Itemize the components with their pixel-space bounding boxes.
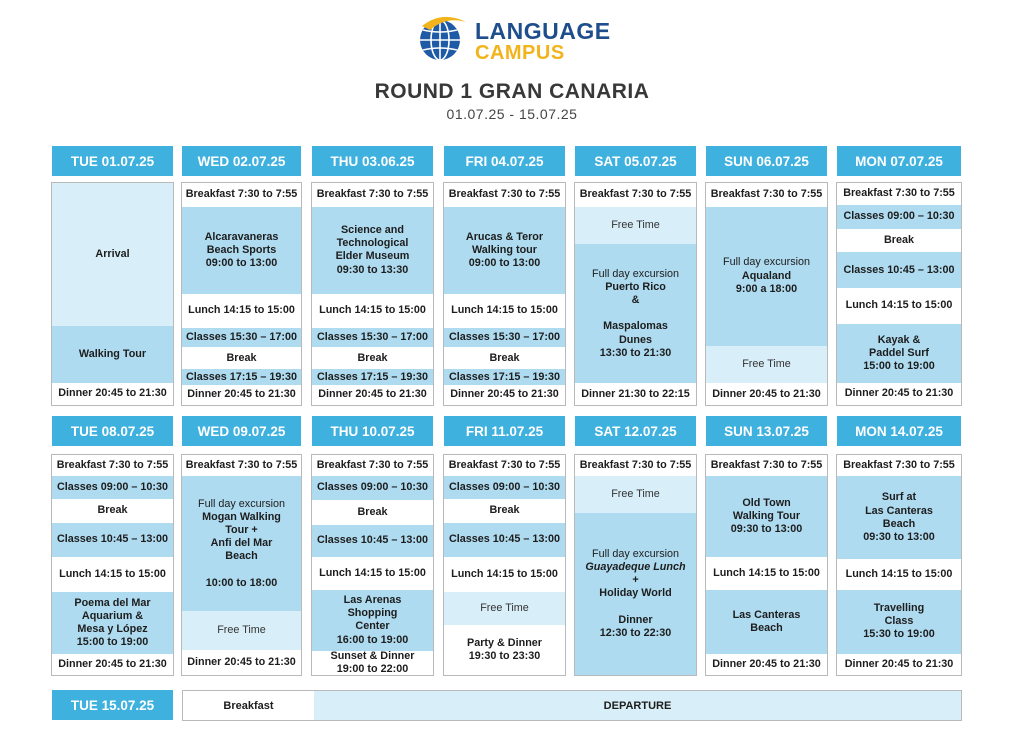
schedule-cell (837, 229, 961, 253)
day-header: MON 14.07.25 (837, 416, 961, 446)
schedule-cell (706, 557, 827, 590)
cell-text: Dinner 20:45 to 21:30 (844, 657, 954, 670)
cell-text: Dinner 20:45 to 21:30 (450, 388, 559, 401)
cell-text: Class (884, 615, 914, 628)
cell-text: Dinner 20:45 to 21:30 (318, 388, 427, 401)
schedule-cell (52, 183, 173, 326)
cell-text: Classes 17:15 – 19:30 (448, 370, 561, 383)
day-header: FRI 04.07.25 (444, 146, 565, 176)
cell-text: Lunch 14:15 to 15:00 (319, 304, 426, 317)
cell-text: Lunch 14:15 to 15:00 (59, 568, 166, 581)
globe-icon (416, 12, 468, 64)
cell-text: 09:30 to 13:00 (730, 523, 803, 536)
day-column (574, 182, 697, 406)
schedule-cell (312, 500, 433, 524)
cell-text: Holiday World (599, 587, 672, 600)
cell-text: Dinner 20:45 to 21:30 (58, 657, 167, 670)
cell-text: 19:00 to 22:00 (336, 662, 409, 675)
cell-text: Classes 10:45 – 13:00 (448, 533, 561, 546)
cell-text: Walking tour (472, 243, 537, 256)
schedule-cell (706, 455, 827, 476)
cell-text: Dinner 21:30 to 22:15 (581, 387, 690, 400)
day-column (574, 454, 697, 676)
cell-text: Free Time (742, 357, 791, 370)
cell-text: 15:30 to 19:00 (863, 628, 935, 641)
cell-text: Las Arenas (343, 594, 402, 607)
schedule-cell (706, 590, 827, 654)
cell-text: Aquarium & (81, 609, 144, 622)
schedule-cell (312, 455, 433, 476)
day-column (311, 454, 434, 676)
schedule-cell (444, 499, 565, 522)
cell-text: Breakfast 7:30 to 7:55 (56, 459, 169, 472)
cell-text: Classes 10:45 – 13:00 (56, 533, 169, 546)
cell-text: 9:00 a 18:00 (735, 282, 798, 295)
cell-text: Breakfast 7:30 to 7:55 (448, 188, 561, 201)
cell-text: Party & Dinner (467, 636, 542, 649)
cell-text: Breakfast 7:30 to 7:55 (316, 188, 429, 201)
cell-text: Kayak & (877, 333, 921, 346)
cell-text: 15:00 to 19:00 (863, 360, 935, 373)
cell-text: Surf at (881, 491, 917, 504)
cell-text: Breakfast 7:30 to 7:55 (843, 459, 955, 472)
cell-text: Tour + (225, 524, 258, 536)
cell-text: Breakfast 7:30 to 7:55 (579, 459, 692, 472)
cell-text: Las Canteras (865, 504, 933, 517)
cell-text: Alcaravaneras (204, 230, 279, 243)
cell-text: Elder Museum (335, 250, 410, 263)
cell-text: 19:30 to 23:30 (468, 649, 541, 662)
schedule-cell (706, 383, 827, 405)
cell-text: Break (883, 233, 914, 246)
schedule-cell (837, 654, 961, 675)
logo (416, 12, 616, 68)
day-column (836, 182, 962, 406)
cell-text: Mesa y López (77, 622, 148, 635)
schedule-cell (575, 207, 696, 245)
cell-text: Break (357, 351, 388, 364)
day-header: THU 03.06.25 (312, 146, 433, 176)
schedule-cell (312, 385, 433, 405)
schedule-cell (837, 590, 961, 654)
schedule-cell (312, 347, 433, 369)
schedule-cell (182, 611, 301, 650)
schedule-cell (52, 523, 173, 558)
cell-text: Classes 17:15 – 19:30 (185, 370, 298, 383)
cell-text: Classes 10:45 – 13:00 (843, 263, 955, 276)
cell-text: Arucas & Teror (465, 230, 544, 243)
cell-text: Full day excursion (591, 547, 679, 560)
cell-text: Classes 09:00 – 10:30 (843, 210, 955, 223)
cell-text: 09:30 to 13:00 (863, 530, 935, 543)
cell-text: Science and (340, 224, 404, 237)
schedule-cell (444, 183, 565, 207)
day-column (181, 182, 302, 406)
schedule-cell (706, 207, 827, 346)
schedule-cell (444, 347, 565, 369)
cell-text: 15:00 to 19:00 (76, 636, 149, 649)
cell-text: Classes 15:30 – 17:00 (185, 330, 298, 343)
cell-text: Breakfast 7:30 to 7:55 (843, 187, 955, 200)
cell-text: Mogan Walking (202, 510, 281, 523)
day-header: SUN 06.07.25 (706, 146, 827, 176)
cell-text: Classes 17:15 – 19:30 (316, 370, 429, 383)
cell-text: Guayadeque Lunch (585, 560, 686, 573)
cell-text: Puerto Rico (605, 280, 666, 293)
cell-text: Free Time (611, 219, 660, 232)
schedule-cell (312, 590, 433, 650)
schedule-cell (182, 369, 301, 385)
schedule-cell (444, 476, 565, 499)
schedule-cell (52, 499, 173, 522)
schedule-cell (575, 455, 696, 476)
cell-text: Lunch 14:15 to 15:00 (188, 304, 295, 317)
cell-text: Shopping (347, 607, 398, 620)
cell-text: Technological (336, 237, 409, 250)
cell-text: Classes 10:45 – 13:00 (316, 533, 429, 546)
cell-text: Lunch 14:15 to 15:00 (845, 568, 953, 581)
cell-text: Break (489, 351, 520, 364)
schedule-cell (52, 557, 173, 592)
day-column (443, 454, 566, 676)
day-header: WED 09.07.25 (182, 416, 301, 446)
schedule-cell (312, 525, 433, 557)
schedule-cell (575, 383, 696, 405)
day-header: THU 10.07.25 (312, 416, 433, 446)
schedule-cell (837, 383, 961, 405)
day-header: FRI 11.07.25 (444, 416, 565, 446)
cell-text: 10:00 to 18:00 (205, 576, 278, 589)
day-column (51, 182, 174, 406)
schedule-cell (182, 455, 301, 476)
schedule-cell (312, 651, 433, 675)
schedule-cell (444, 592, 565, 625)
day-header: SAT 05.07.25 (575, 146, 696, 176)
cell-text: Dinner 20:45 to 21:30 (712, 657, 821, 670)
schedule-cell (52, 326, 173, 383)
cell-text: Walking Tour (732, 510, 801, 523)
schedule-cell (52, 592, 173, 654)
schedule-cell (52, 476, 173, 499)
day-column (443, 182, 566, 406)
final-day-row (182, 690, 962, 721)
cell-text (634, 307, 637, 320)
cell-text: Classes 09:00 – 10:30 (316, 481, 429, 494)
schedule-cell (837, 205, 961, 229)
logo-text-campus: CAMPUS (475, 42, 565, 64)
schedule-cell (837, 288, 961, 324)
cell-text: Breakfast 7:30 to 7:55 (185, 459, 298, 472)
schedule-cell (312, 294, 433, 328)
page-title: ROUND 1 GRAN CANARIA (374, 80, 650, 103)
schedule-cell (444, 294, 565, 328)
schedule-cell (312, 557, 433, 591)
cell-text: 09:00 to 13:00 (205, 256, 278, 269)
cell-text: Travelling (873, 602, 925, 615)
day-column (705, 182, 828, 406)
schedule-cell (182, 385, 301, 405)
schedule-cell (837, 559, 961, 590)
cell-text: Beach (882, 517, 916, 530)
cell-text: Free Time (480, 601, 529, 614)
cell-text: Breakfast 7:30 to 7:55 (185, 188, 298, 201)
cell-text: Dinner (618, 613, 653, 626)
day-column (836, 454, 962, 676)
schedule-cell (575, 244, 696, 383)
cell-text: Free Time (611, 487, 660, 500)
schedule-cell (444, 369, 565, 385)
schedule-cell (312, 328, 433, 348)
schedule-cell (52, 383, 173, 405)
day-header: MON 07.07.25 (837, 146, 961, 176)
cell-text: Breakfast 7:30 to 7:55 (448, 459, 561, 472)
day-column (705, 454, 828, 676)
cell-text: Beach (750, 621, 783, 634)
cell-text: Dinner 20:45 to 21:30 (187, 388, 296, 401)
schedule-cell (444, 385, 565, 405)
schedule-cell (182, 347, 301, 369)
cell-text: Classes 15:30 – 17:00 (448, 330, 561, 343)
cell-text: Full day excursion (722, 256, 810, 269)
cell-text: Breakfast 7:30 to 7:55 (710, 188, 823, 201)
schedule-cell (837, 476, 961, 559)
day-header: WED 02.07.25 (182, 146, 301, 176)
schedule-cell (312, 476, 433, 500)
schedule-cell (444, 625, 565, 675)
cell-text: Sunset & Dinner (330, 650, 415, 662)
cell-text: Breakfast 7:30 to 7:55 (710, 459, 823, 472)
schedule-cell (575, 183, 696, 207)
schedule-cell (837, 252, 961, 288)
cell-text: Poema del Mar (74, 596, 151, 609)
schedule-cell (182, 294, 301, 328)
schedule-cell (312, 369, 433, 385)
schedule-cell (182, 328, 301, 348)
cell-text: Classes 09:00 – 10:30 (56, 481, 169, 494)
cell-text: Paddel Surf (869, 346, 929, 359)
day-header: SAT 12.07.25 (575, 416, 696, 446)
schedule-cell (444, 557, 565, 592)
cell-text: Beach Sports (206, 243, 277, 256)
schedule-cell (575, 476, 696, 513)
cell-text: Anfi del Mar (210, 537, 273, 550)
cell-text: 12:30 to 22:30 (599, 626, 672, 639)
logo-text-language: LANGUAGE (475, 18, 611, 44)
schedule-cell (575, 513, 696, 675)
schedule-cell (52, 455, 173, 476)
cell-text: Full day excursion (197, 497, 285, 510)
cell-text: Lunch 14:15 to 15:00 (451, 304, 558, 317)
cell-text: Beach (225, 550, 258, 563)
schedule-cell (312, 183, 433, 207)
day-column (311, 182, 434, 406)
cell-text: 09:00 to 13:00 (468, 256, 541, 269)
cell-text: + (632, 574, 639, 587)
schedule-cell (182, 183, 301, 207)
cell-text: Break (97, 504, 128, 517)
day-column (51, 454, 174, 676)
day-header: TUE 08.07.25 (52, 416, 173, 446)
cell-text: Maspalomas (603, 320, 668, 333)
schedule-cell (182, 650, 301, 675)
cell-text: Arrival (95, 247, 130, 260)
cell-text: Las Canteras (732, 608, 801, 621)
schedule-cell (52, 654, 173, 675)
schedule-cell (312, 207, 433, 294)
cell-text: Dinner 20:45 to 21:30 (58, 387, 167, 400)
cell-text: Walking Tour (78, 347, 147, 360)
schedule-cell (444, 455, 565, 476)
cell-text: Full day excursion (591, 267, 679, 280)
schedule-cell (706, 183, 827, 207)
date-range: 01.07.25 - 15.07.25 (446, 106, 578, 122)
day-header: TUE 01.07.25 (52, 146, 173, 176)
schedule-cell (837, 455, 961, 476)
cell-text: Break (357, 505, 388, 518)
cell-text: Dinner 20:45 to 21:30 (712, 387, 821, 400)
cell-text: Dinner 20:45 to 21:30 (187, 655, 296, 668)
schedule-cell (837, 324, 961, 383)
cell-text: Breakfast 7:30 to 7:55 (579, 188, 692, 201)
final-breakfast: Breakfast (183, 691, 314, 720)
departure: DEPARTURE (314, 691, 961, 720)
cell-text: Free Time (217, 624, 266, 636)
day-header: SUN 13.07.25 (706, 416, 827, 446)
cell-text (240, 564, 243, 577)
cell-text: Old Town (742, 496, 791, 509)
schedule-cell (182, 207, 301, 294)
schedule-cell (444, 328, 565, 348)
day-header-final: TUE 15.07.25 (52, 690, 173, 720)
schedule-cell (837, 183, 961, 205)
cell-text: 13:30 to 21:30 (599, 346, 672, 359)
cell-text: Lunch 14:15 to 15:00 (451, 568, 558, 581)
cell-text: Aqualand (741, 269, 792, 282)
cell-text: Center (355, 620, 390, 633)
cell-text: Classes 15:30 – 17:00 (316, 330, 429, 343)
cell-text: & (631, 294, 640, 307)
cell-text: Breakfast 7:30 to 7:55 (316, 458, 429, 471)
cell-text: Break (489, 504, 520, 517)
cell-text: 16:00 to 19:00 (336, 633, 409, 646)
schedule-cell (706, 346, 827, 384)
cell-text: Lunch 14:15 to 15:00 (713, 567, 820, 580)
schedule-cell (182, 476, 301, 611)
cell-text: Break (226, 351, 257, 364)
cell-text: Dinner 20:45 to 21:30 (844, 387, 954, 400)
cell-text: Lunch 14:15 to 15:00 (319, 566, 426, 579)
cell-text: Lunch 14:15 to 15:00 (845, 299, 953, 312)
schedule-cell (444, 523, 565, 558)
cell-text (634, 601, 637, 614)
cell-text: Dunes (619, 333, 652, 346)
schedule-cell (706, 476, 827, 557)
schedule-cell (444, 207, 565, 294)
schedule-cell (706, 654, 827, 675)
cell-text: Classes 09:00 – 10:30 (448, 481, 561, 494)
cell-text: 09:30 to 13:30 (336, 263, 409, 276)
day-column (181, 454, 302, 676)
